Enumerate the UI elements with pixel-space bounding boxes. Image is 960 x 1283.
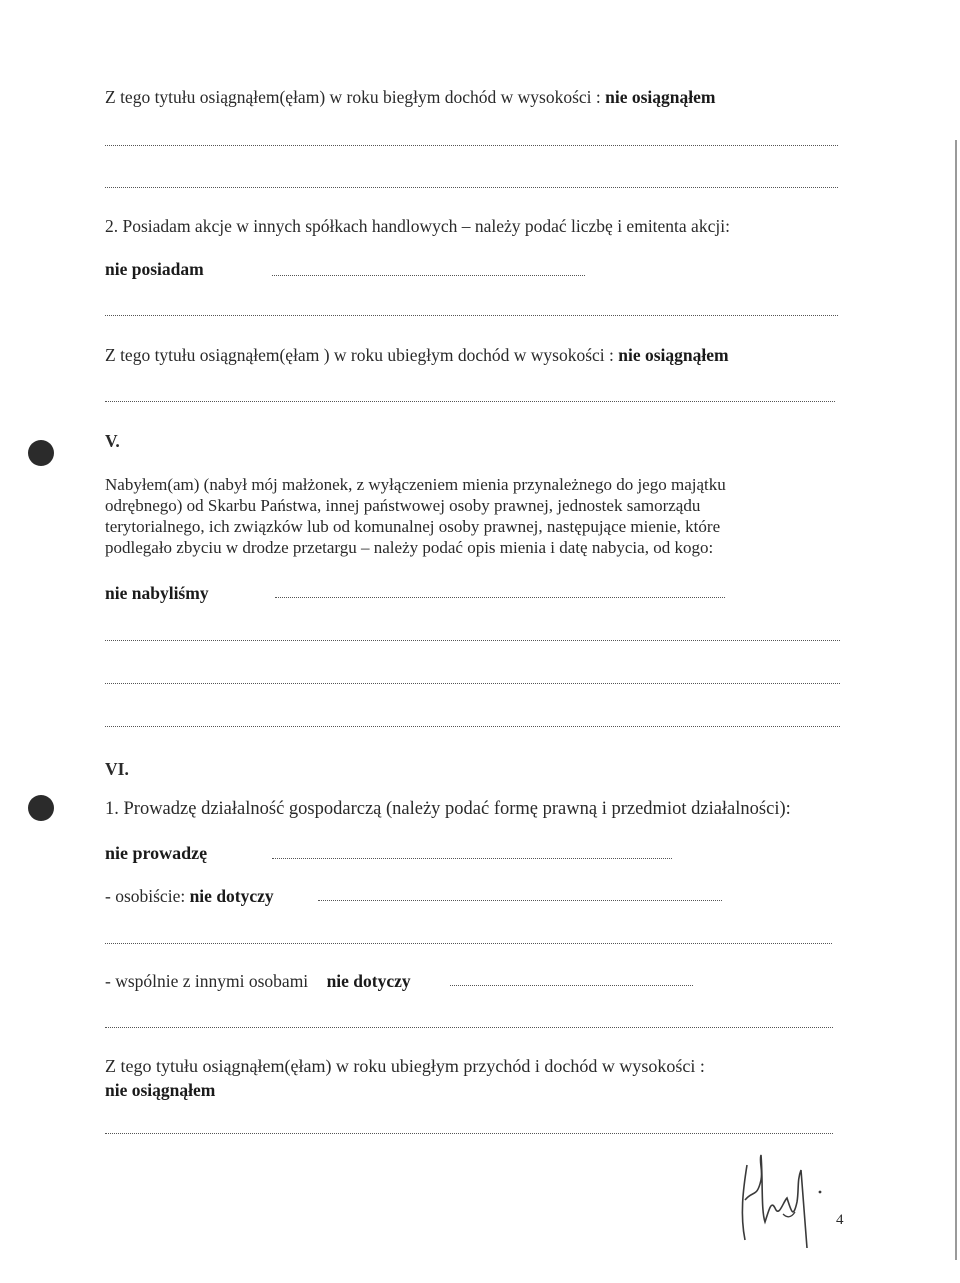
dotted-line [275,597,725,598]
section-vi-income-value: nie osiągnąłem [105,1080,216,1100]
dotted-line [272,275,585,276]
paragraph-line: odrębnego) od Skarbu Państwa, innej państwowej osoby prawnej, jednostek samorządu [105,496,701,515]
dotted-line [105,726,840,727]
income-value: nie osiągnąłem [618,345,729,365]
scan-edge-line [955,140,957,1260]
personally-row [105,885,274,907]
income-label: Z tego tytułu osiągnąłem(ęłam) w roku biegłym dochód w wysokości : [105,87,601,107]
section-v-paragraph [105,474,825,558]
personally-label: - osobiście: [105,886,186,906]
page-number: 4 [836,1212,844,1228]
item-2-answer: nie posiadam [105,259,204,279]
income-line-2 [105,344,729,366]
section-vi-income-label: Z tego tytułu osiągnąłem(ęłam) w roku ubiegłym przychód i dochód w wysokości : [105,1056,705,1076]
dotted-line [105,683,840,684]
jointly-value: nie dotyczy [326,971,411,991]
section-v-heading: V. [105,431,120,451]
jointly-label: - wspólnie z innymi osobami [105,971,309,991]
paragraph-line: terytorialnego, ich związków lub od komunalnej osoby prawnej, następujące mienie, które [105,517,721,536]
section-vi-item-1: 1. Prowadzę działalność gospodarczą (należy podać formę prawną i przedmiot działalności): [105,799,791,819]
dotted-line [105,401,835,402]
section-v-answer: nie nabyliśmy [105,583,209,603]
section-vi-heading: VI. [105,759,129,779]
section-vi-answer: nie prowadzę [105,843,208,863]
punch-hole [28,795,54,821]
dotted-line [272,858,672,859]
dotted-line [105,640,840,641]
jointly-row [105,970,411,992]
income-label: Z tego tytułu osiągnąłem(ęłam ) w roku ubiegłym dochód w wysokości : [105,345,614,365]
dotted-line [105,187,838,188]
dotted-line [450,985,693,986]
dotted-line [105,315,838,316]
income-line-1 [105,86,715,108]
dotted-line [318,900,722,901]
dotted-line [105,145,838,146]
signature-icon [725,1140,835,1250]
item-2-question: 2. Posiadam akcje w innych spółkach handlowych – należy podać liczbę i emitenta akcji: [105,216,730,236]
paragraph-line: podlegało zbyciu w drodze przetargu – należy podać opis mienia i datę nabycia, od kogo: [105,538,714,557]
dotted-line [105,943,832,944]
income-value: nie osiągnąłem [605,87,716,107]
punch-hole [28,440,54,466]
paragraph-line: Nabyłem(am) (nabył mój małżonek, z wyłączeniem mienia przynależnego do jego majątku [105,475,726,494]
personally-value: nie dotyczy [189,886,274,906]
dotted-line [105,1133,833,1134]
dotted-line [105,1027,833,1028]
